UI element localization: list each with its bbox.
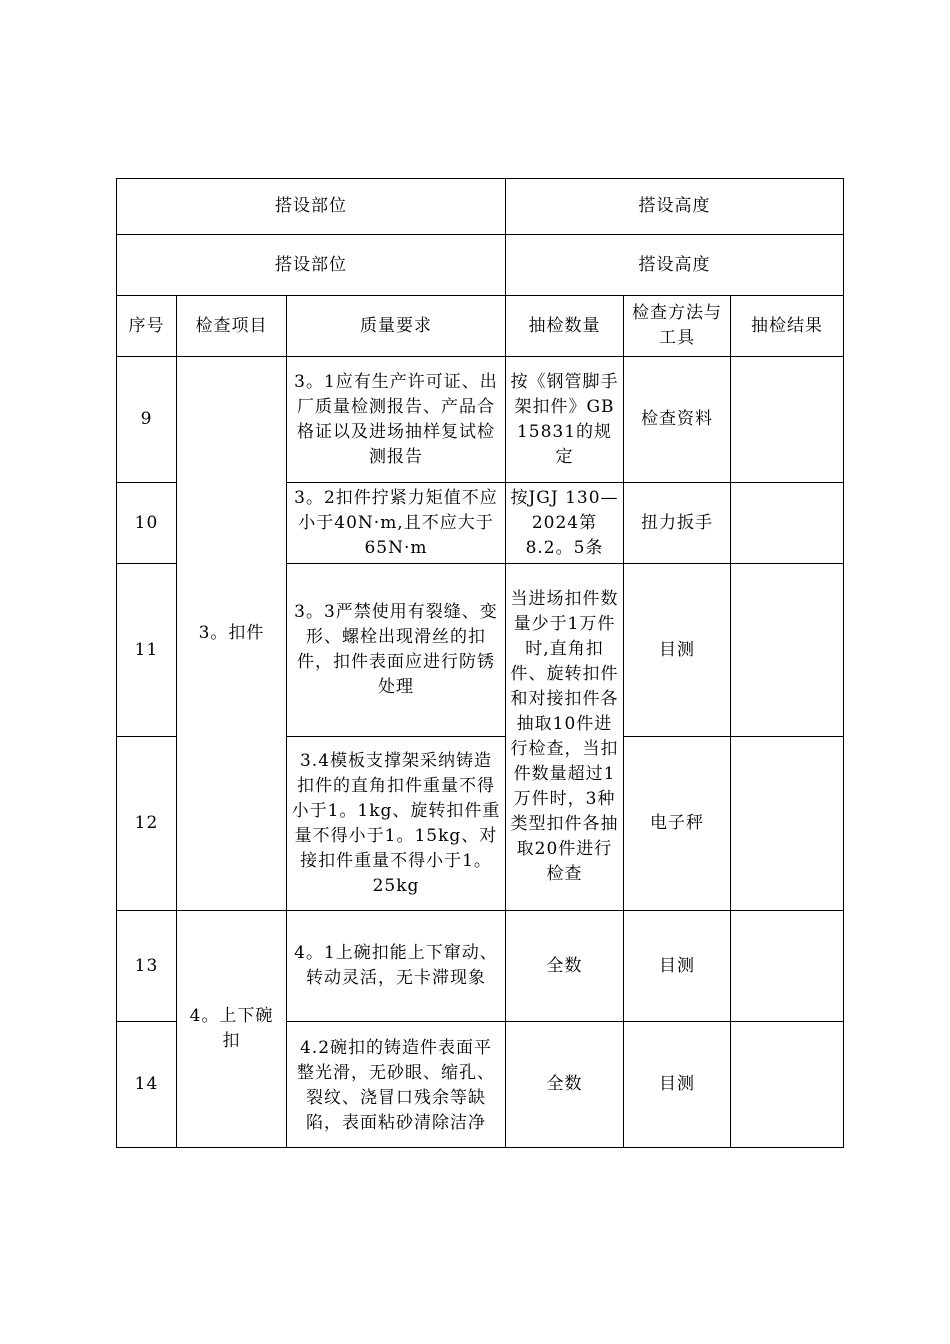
table-row — [117, 357, 844, 483]
location-label: 搭设部位 — [117, 235, 506, 296]
col-sample-qty-header: 抽检数量 — [506, 296, 624, 357]
row-no: 13 — [117, 911, 177, 1022]
group-fastener: 3。扣件 — [177, 357, 287, 911]
row-sample-qty: 按JGJ 130—2024第8.2。5条 — [506, 483, 624, 564]
group-bowl: 4。上下碗扣 — [177, 911, 287, 1148]
row-requirement: 3.4模板支撑架采纳铸造扣件的直角扣件重量不得小于1。1kg、旋转扣件重量不得小于1。15kg、对接扣件重量不得小于1。25kg — [287, 737, 506, 911]
header-row-1 — [117, 179, 844, 235]
row-sample-qty: 全数 — [506, 911, 624, 1022]
row-result — [731, 483, 844, 564]
row-method: 目测 — [624, 911, 731, 1022]
row-requirement: 4。1上碗扣能上下窜动、转动灵活，无卡滞现象 — [287, 911, 506, 1022]
row-method: 目测 — [624, 1022, 731, 1148]
row-sample-qty: 全数 — [506, 1022, 624, 1148]
row-requirement: 3。2扣件拧紧力矩值不应小于40N·m,且不应大于65N·m — [287, 483, 506, 564]
column-header-row — [117, 296, 844, 357]
row-method: 检查资料 — [624, 357, 731, 483]
row-no: 10 — [117, 483, 177, 564]
header-row-2 — [117, 235, 844, 296]
col-method-header: 检查方法与工具 — [624, 296, 731, 357]
col-requirement-header: 质量要求 — [287, 296, 506, 357]
location-label: 搭设部位 — [117, 179, 506, 235]
row-method: 扭力扳手 — [624, 483, 731, 564]
row-requirement: 3。1应有生产许可证、出厂质量检测报告、产品合格证以及进场抽样复试检测报告 — [287, 357, 506, 483]
row-requirement: 4.2碗扣的铸造件表面平整光滑，无砂眼、缩孔、裂纹、浇冒口残余等缺陷，表面粘砂清除洁净 — [287, 1022, 506, 1148]
row-result — [731, 1022, 844, 1148]
row-sample-qty: 按《钢管脚手架扣件》GB 15831的规定 — [506, 357, 624, 483]
table-row — [117, 911, 844, 1022]
row-result — [731, 911, 844, 1022]
row-no: 12 — [117, 737, 177, 911]
height-label: 搭设高度 — [506, 179, 844, 235]
row-result — [731, 564, 844, 737]
row-sample-qty: 当进场扣件数量少于1万件时,直角扣件、旋转扣件和对接扣件各抽取10件进行检查，当扣件数量超过1万件时，3种类型扣件各抽取20件进行检查 — [506, 564, 624, 911]
inspection-table — [116, 178, 844, 1148]
row-result — [731, 357, 844, 483]
col-no-header: 序号 — [117, 296, 177, 357]
col-result-header: 抽检结果 — [731, 296, 844, 357]
col-item-header: 检查项目 — [177, 296, 287, 357]
row-requirement: 3。3严禁使用有裂缝、变形、螺栓出现滑丝的扣件，扣件表面应进行防锈处理 — [287, 564, 506, 737]
row-result — [731, 737, 844, 911]
row-method: 目测 — [624, 564, 731, 737]
row-no: 9 — [117, 357, 177, 483]
row-no: 11 — [117, 564, 177, 737]
height-label: 搭设高度 — [506, 235, 844, 296]
row-no: 14 — [117, 1022, 177, 1148]
row-method: 电子秤 — [624, 737, 731, 911]
